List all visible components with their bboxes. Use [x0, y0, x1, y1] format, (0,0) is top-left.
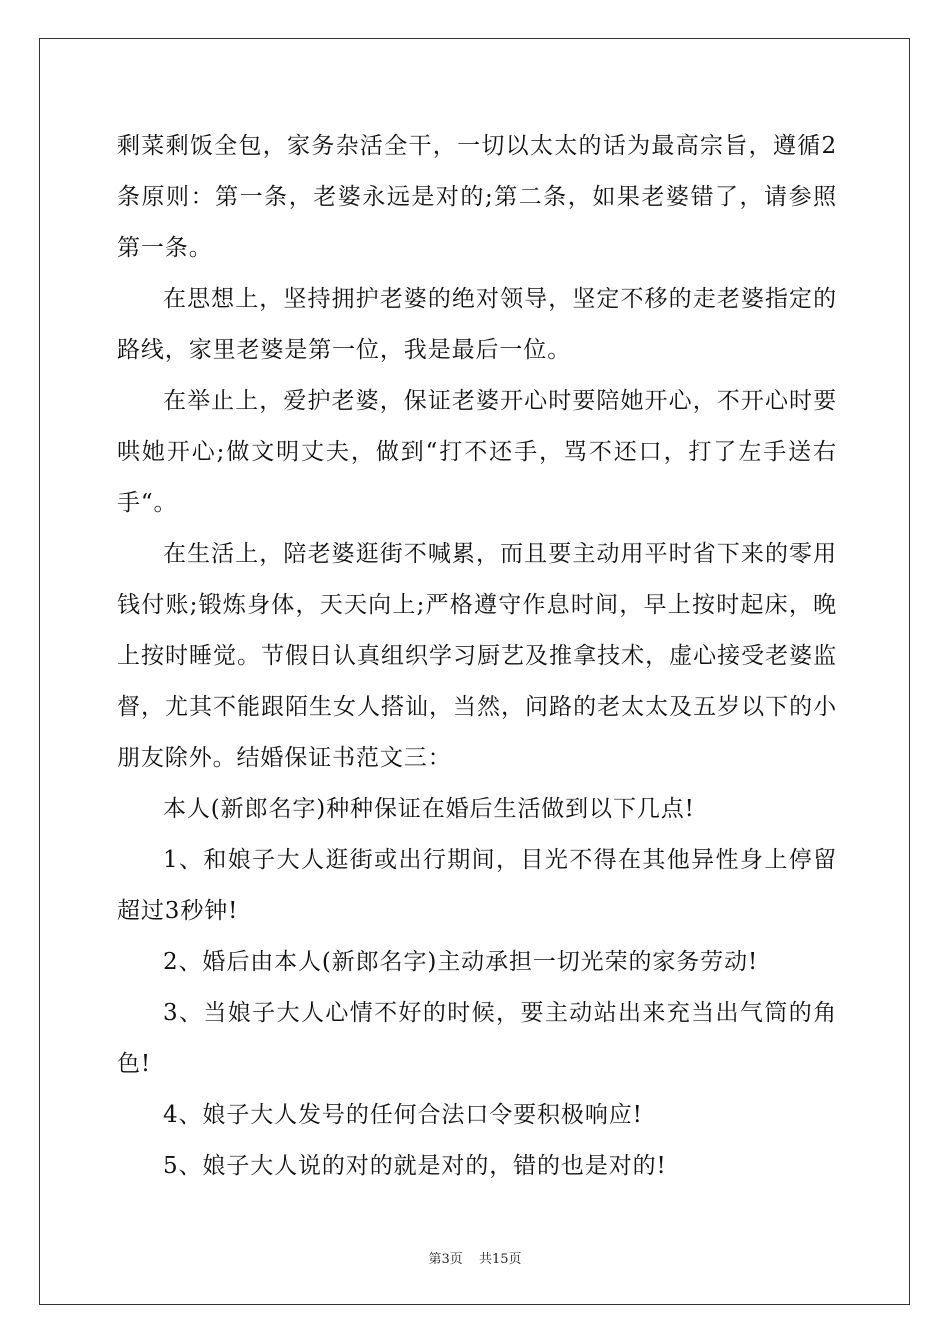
document-body [117, 121, 837, 1192]
paragraph-10: 5、娘子大人说的对的就是对的，错的也是对的! [163, 1153, 667, 1179]
paragraph-7: 2、婚后由本人(新郎名字)主动承担一切光荣的家务劳动! [163, 949, 759, 975]
page-total: 共15页 [478, 1252, 522, 1267]
paragraph-6: 1、和娘子大人逛街或出行期间，目光不得在其他异性身上停留超过3秒钟! [117, 847, 837, 924]
paragraph-9: 4、娘子大人发号的任何合法口令要积极响应! [163, 1102, 643, 1128]
paragraph-8: 3、当娘子大人心情不好的时候，要主动站出来充当出气筒的角色! [117, 1000, 837, 1077]
paragraph-5: 本人(新郎名字)种种保证在婚后生活做到以下几点! [163, 796, 695, 822]
paragraph-3: 在举止上，爱护老婆，保证老婆开心时要陪她开心，不开心时要哄她开心;做文明丈夫，做到“打不还手，骂不还口，打了左手送右手“。 [117, 388, 837, 516]
paragraph-1: 剩菜剩饭全包，家务杂活全干，一切以太太的话为最高宗旨，遵循2条原则：第一条，老婆永远是对的;第二条，如果老婆错了，请参照第一条。 [117, 133, 837, 261]
page-number: 第3页 [428, 1252, 463, 1267]
paragraph-4: 在生活上，陪老婆逛街不喊累，而且要主动用平时省下来的零用钱付账;锻炼身体，天天向上;严格遵守作息时间，早上按时起床，晚上按时睡觉。节假日认真组织学习厨艺及推拿技术，虚心接受老婆监督，尤其不能跟陌生女人搭讪，当然，问路的老太太及五岁以下的小朋友除外。结婚保证书范文三： [117, 541, 837, 771]
paragraph-2: 在思想上，坚持拥护老婆的绝对领导，坚定不移的走老婆指定的路线，家里老婆是第一位，我是最后一位。 [117, 286, 837, 363]
page-footer [0, 1248, 950, 1267]
